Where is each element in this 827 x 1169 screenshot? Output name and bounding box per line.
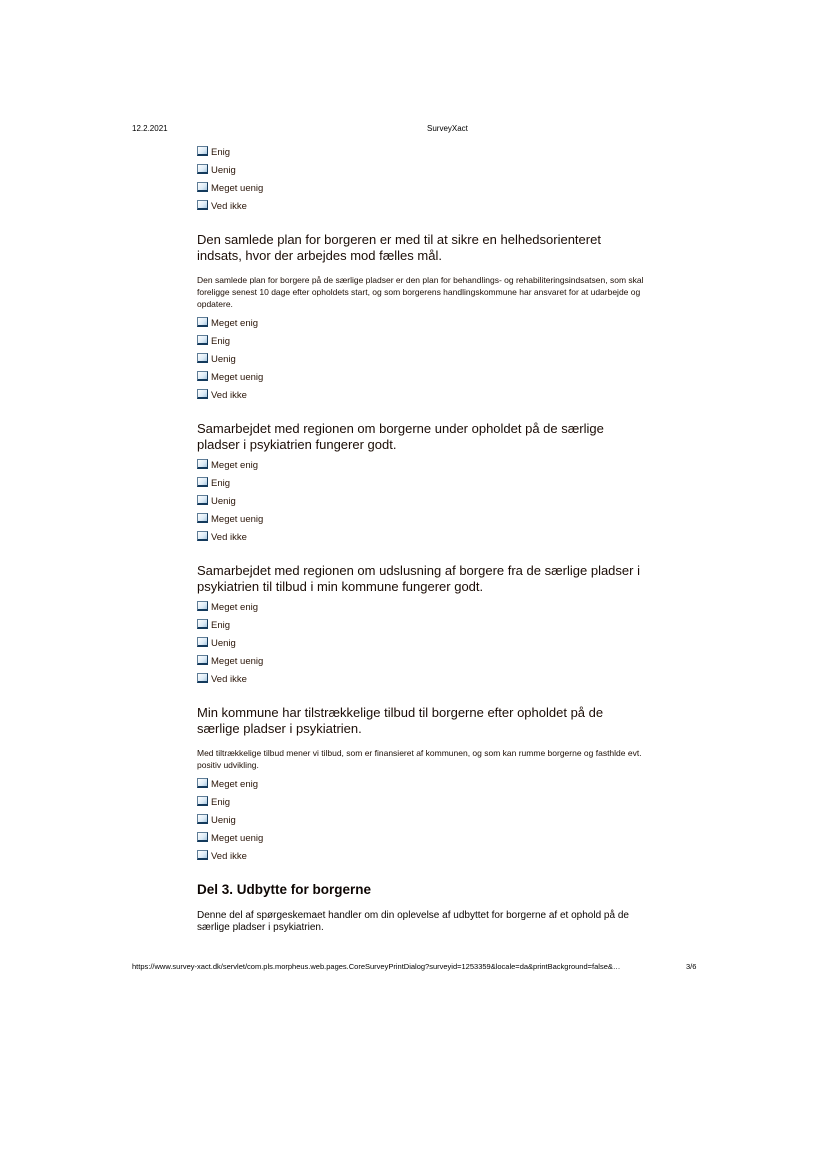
- question-title: Samarbejdet med regionen om borgerne under opholdet på de særlige pladser i psykiatrien fungerer godt.: [197, 421, 604, 452]
- option-label: Uenig: [211, 815, 236, 826]
- option-label: Enig: [211, 336, 231, 347]
- option-ved-ikke[interactable]: [197, 525, 647, 543]
- option-label: Ved ikke: [211, 532, 247, 543]
- checkbox-icon[interactable]: [197, 637, 208, 647]
- option-label: Ved ikke: [211, 201, 247, 212]
- checkbox-icon[interactable]: [197, 850, 208, 860]
- option-label: Uenig: [211, 354, 236, 365]
- checkbox-icon[interactable]: [197, 459, 208, 469]
- checkbox-icon[interactable]: [197, 200, 208, 210]
- option-label: Uenig: [211, 496, 236, 507]
- option-enig[interactable]: [197, 329, 647, 347]
- checkbox-icon[interactable]: [197, 317, 208, 327]
- option-uenig[interactable]: [197, 631, 647, 649]
- question-title: Samarbejdet med regionen om udslusning af borgere fra de særlige pladser i psykiatrien til tilbud i min kommune fungerer godt.: [197, 563, 640, 594]
- option-label: Meget enig: [211, 602, 259, 613]
- checkbox-icon[interactable]: [197, 164, 208, 174]
- option-meget-enig[interactable]: [197, 772, 647, 790]
- print-date: 12.2.2021: [132, 124, 168, 133]
- option-ved-ikke[interactable]: [197, 667, 647, 685]
- option-label: Ved ikke: [211, 851, 247, 862]
- option-meget-uenig[interactable]: [197, 649, 647, 667]
- option-label: Ved ikke: [211, 674, 247, 685]
- option-meget-enig[interactable]: [197, 453, 647, 471]
- question-block: [197, 232, 647, 401]
- option-label: Enig: [211, 797, 231, 808]
- print-footer-url: https://www.survey-xact.dk/servlet/com.pls.morpheus.web.pages.CoreSurveyPrintDialog?surveyid=1253359&locale=da&printBackground=false&…: [132, 962, 621, 971]
- question-title: Min kommune har tilstrækkelige tilbud til borgerne efter opholdet på de særlige pladser i psykiatrien.: [197, 705, 604, 736]
- continued-options: [197, 140, 647, 212]
- option-label: Ved ikke: [211, 390, 247, 401]
- option-label: Uenig: [211, 165, 236, 176]
- option-label: Meget enig: [211, 779, 259, 790]
- option-uenig[interactable]: [197, 158, 647, 176]
- section-block: [197, 882, 647, 934]
- checkbox-icon[interactable]: [197, 335, 208, 345]
- option-uenig[interactable]: [197, 808, 647, 826]
- option-meget-uenig[interactable]: [197, 176, 647, 194]
- checkbox-icon[interactable]: [197, 146, 208, 156]
- option-label: Enig: [211, 147, 231, 158]
- question-block: [197, 421, 647, 543]
- option-ved-ikke[interactable]: [197, 383, 647, 401]
- option-label: Enig: [211, 620, 231, 631]
- checkbox-icon[interactable]: [197, 832, 208, 842]
- print-header-title: SurveyXact: [427, 124, 468, 133]
- question-title: Den samlede plan for borgeren er med til at sikre en helhedsorienteret indsats, hvor der arbejdes mod fælles mål.: [197, 232, 601, 263]
- checkbox-icon[interactable]: [197, 353, 208, 363]
- option-uenig[interactable]: [197, 489, 647, 507]
- option-meget-uenig[interactable]: [197, 507, 647, 525]
- survey-content: [197, 140, 647, 934]
- option-enig[interactable]: [197, 140, 647, 158]
- option-enig[interactable]: [197, 790, 647, 808]
- question-block: [197, 563, 647, 685]
- option-label: Meget uenig: [211, 656, 264, 667]
- option-meget-enig[interactable]: [197, 311, 647, 329]
- checkbox-icon[interactable]: [197, 182, 208, 192]
- checkbox-icon[interactable]: [197, 531, 208, 541]
- option-label: Uenig: [211, 638, 236, 649]
- question-block: [197, 705, 647, 862]
- question-description: Med tiltrækkelige tilbud mener vi tilbud, som er finansieret af kommunen, og som kan rumme borgerne og fasthlde evt. positiv udvikling.: [197, 748, 642, 770]
- option-enig[interactable]: [197, 613, 647, 631]
- checkbox-icon[interactable]: [197, 495, 208, 505]
- checkbox-icon[interactable]: [197, 513, 208, 523]
- option-label: Meget enig: [211, 460, 259, 471]
- option-label: Meget uenig: [211, 183, 264, 194]
- option-label: Enig: [211, 478, 231, 489]
- option-ved-ikke[interactable]: [197, 194, 647, 212]
- checkbox-icon[interactable]: [197, 619, 208, 629]
- option-ved-ikke[interactable]: [197, 844, 647, 862]
- section-title: Del 3. Udbytte for borgerne: [197, 882, 372, 897]
- checkbox-icon[interactable]: [197, 814, 208, 824]
- checkbox-icon[interactable]: [197, 796, 208, 806]
- checkbox-icon[interactable]: [197, 778, 208, 788]
- checkbox-icon[interactable]: [197, 673, 208, 683]
- option-meget-enig[interactable]: [197, 595, 647, 613]
- section-description: Denne del af spørgeskemaet handler om din oplevelse af udbyttet for borgerne af et ophold på de særlige pladser i psykiatrien.: [197, 910, 629, 933]
- checkbox-icon[interactable]: [197, 477, 208, 487]
- option-enig[interactable]: [197, 471, 647, 489]
- option-label: Meget enig: [211, 318, 259, 329]
- checkbox-icon[interactable]: [197, 371, 208, 381]
- option-meget-uenig[interactable]: [197, 365, 647, 383]
- checkbox-icon[interactable]: [197, 601, 208, 611]
- option-label: Meget uenig: [211, 514, 264, 525]
- question-description: Den samlede plan for borgere på de særlige pladser er den plan for behandlings- og rehabiliteringsindsatsen, som skal foreligge senest 10 dage efter opholdets start, og som borgerens handlingskommune har ansvaret for at udarbejde og opdatere.: [197, 275, 644, 309]
- option-uenig[interactable]: [197, 347, 647, 365]
- checkbox-icon[interactable]: [197, 389, 208, 399]
- option-label: Meget uenig: [211, 372, 264, 383]
- option-label: Meget uenig: [211, 833, 264, 844]
- option-meget-uenig[interactable]: [197, 826, 647, 844]
- checkbox-icon[interactable]: [197, 655, 208, 665]
- page-number: 3/6: [686, 962, 697, 971]
